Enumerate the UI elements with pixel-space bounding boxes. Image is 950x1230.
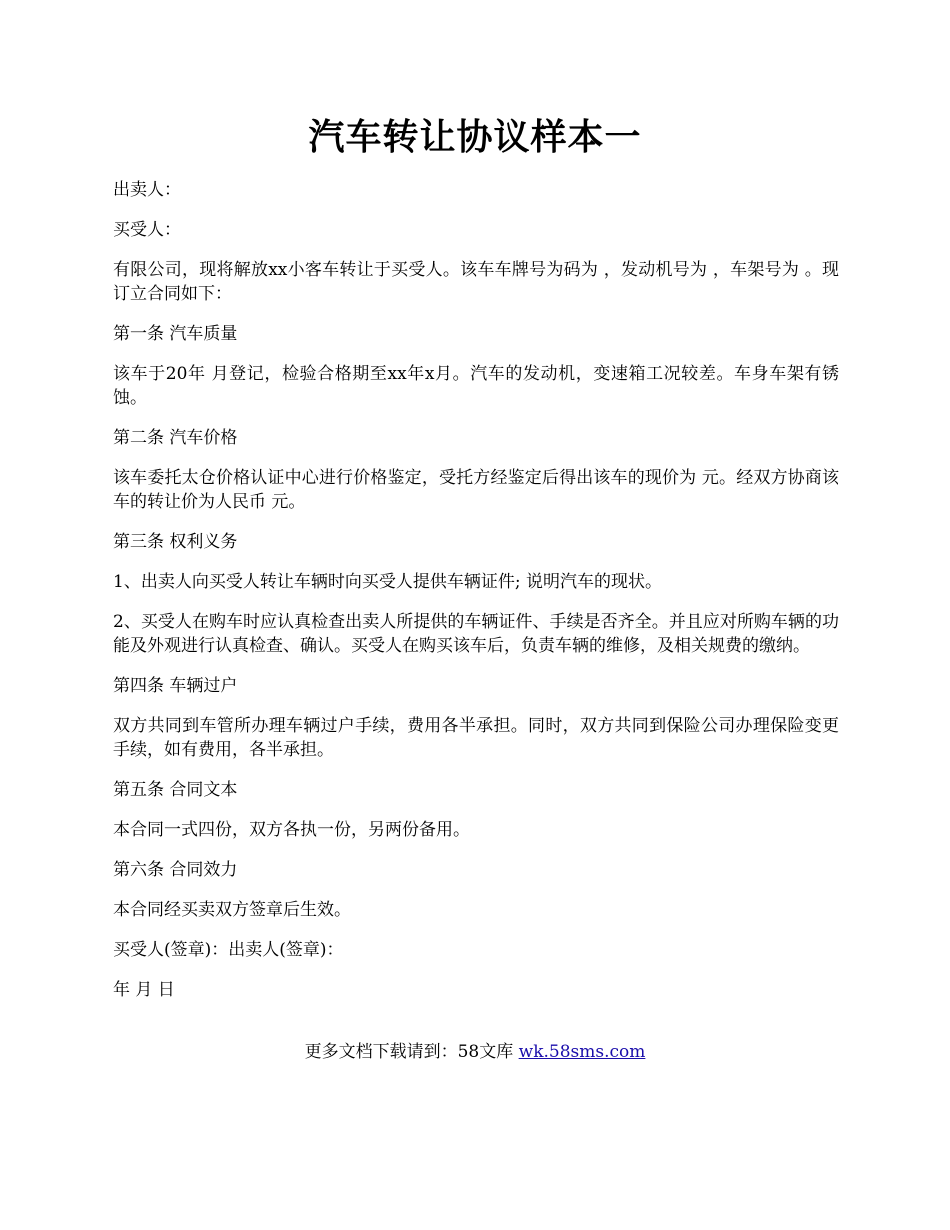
article-4-heading: 第四条 车辆过户 — [113, 676, 238, 696]
article-4-text: 双方共同到车管所办理车辆过户手续，费用各半承担。同时，双方共同到保险公司办理保险变更手续，如有费用，各半承担。 — [113, 716, 839, 760]
article-2-heading: 第二条 汽车价格 — [113, 428, 238, 448]
article-6-text: 本合同经买卖双方签章后生效。 — [113, 900, 351, 920]
document-body — [113, 178, 839, 1018]
footer-note — [0, 1040, 950, 1064]
article-3-heading: 第三条 权利义务 — [113, 532, 238, 552]
signature-line: 买受人(签章)：出卖人(签章)： — [113, 940, 344, 960]
intro-paragraph: 有限公司，现将解放xx小客车转让于买受人。该车车牌号为码为 ，发动机号为 ，车架号为 。现订立合同如下： — [113, 260, 839, 304]
article-6-heading: 第六条 合同效力 — [113, 860, 238, 880]
date-line: 年 月 日 — [113, 980, 175, 1000]
seller-line: 出卖人： — [113, 180, 181, 200]
article-5-text: 本合同一式四份，双方各执一份，另两份备用。 — [113, 820, 470, 840]
article-1-text: 该车于20年 月登记，检验合格期至xx年x月。汽车的发动机，变速箱工况较差。车身车架有锈蚀。 — [113, 364, 839, 408]
article-5-heading: 第五条 合同文本 — [113, 780, 238, 800]
article-1-heading: 第一条 汽车质量 — [113, 324, 238, 344]
article-2-text: 该车委托太仓价格认证中心进行价格鉴定，受托方经鉴定后得出该车的现价为 元。经双方协商该车的转让价为人民币 元。 — [113, 468, 839, 512]
article-3-item-2: 2、买受人在购车时应认真检查出卖人所提供的车辆证件、手续是否齐全。并且应对所购车辆的功能及外观进行认真检查、确认。买受人在购买该车后，负责车辆的维修，及相关规费的缴纳。 — [113, 612, 839, 656]
article-3-item-1: 1、出卖人向买受人转让车辆时向买受人提供车辆证件; 说明汽车的现状。 — [113, 572, 662, 592]
buyer-line: 买受人： — [113, 220, 181, 240]
document-title: 汽车转让协议样本一 — [308, 116, 642, 158]
footer-text: 更多文档下载请到：58文库 — [304, 1042, 519, 1062]
footer-link[interactable]: wk.58sms.com — [518, 1042, 646, 1062]
